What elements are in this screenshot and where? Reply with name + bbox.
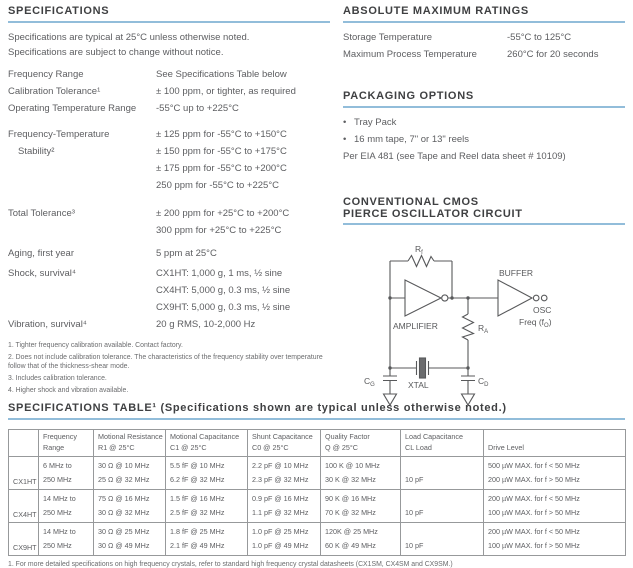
packaging-items — [343, 114, 625, 165]
c1-cell: 5.5 fF @ 10 MHz 6.2 fF @ 32 MHz — [166, 457, 248, 490]
spec-value: ± 200 ppm for +25°C to +200°C — [156, 208, 290, 219]
spec-label: Operating Temperature Range — [8, 103, 137, 114]
feedback-resistor — [408, 256, 434, 267]
amplifier-triangle — [405, 280, 441, 316]
ra-resistor — [463, 314, 474, 340]
crystal-body — [420, 358, 426, 378]
r1-cell: 30 Ω @ 25 MHz 30 Ω @ 49 MHz — [94, 523, 166, 556]
drive-cell: 500 µW MAX. for f < 50 MHz 200 µW MAX. for f > 50 MHz — [484, 457, 626, 490]
bullet-icon: • — [343, 134, 347, 145]
c0-cell: 1.0 pF @ 25 MHz 1.0 pF @ 49 MHz — [248, 523, 321, 556]
spec-label: Aging, first year — [8, 248, 74, 259]
spec-value: See Specifications Table below — [156, 69, 287, 80]
cl-cell: 10 pF — [401, 523, 484, 556]
spec-value: ± 175 ppm for -55°C to +200°C — [156, 163, 287, 174]
spec-row-vibration — [8, 316, 330, 333]
table-row-cx4ht — [9, 490, 626, 523]
circuit-nodes — [388, 296, 469, 369]
output-terminal-icon — [533, 295, 539, 301]
footnote-3: 3. Includes calibration tolerance. — [8, 374, 107, 382]
freq-cell: 14 MHz to 250 MHz — [39, 523, 94, 556]
model-cell: CX1HT — [9, 457, 39, 490]
packaging-note: Per EIA 481 (see Tape and Reel data sheet # 10109) — [343, 151, 566, 162]
specifications-table — [8, 429, 626, 556]
spec-row-aging — [8, 245, 330, 262]
q-cell: 120K @ 25 MHz 60 K @ 49 MHz — [321, 523, 401, 556]
spec-label-line-2: Stability² — [18, 146, 55, 157]
col-header-quality-factor: Quality Factor Q @ 25°C — [321, 430, 401, 457]
table-row-cx9ht — [9, 523, 626, 556]
col-header-frequency-range: Frequency Range — [39, 430, 94, 457]
c1-cell: 1.8 fF @ 25 MHz 2.1 fF @ 49 MHz — [166, 523, 248, 556]
rating-row-storage — [343, 29, 625, 46]
spec-label: Calibration Tolerance¹ — [8, 86, 101, 97]
amplifier-label: AMPLIFIER — [393, 321, 438, 331]
col-header-motional-resistance: Motional Resistance R1 @ 25°C — [94, 430, 166, 457]
ratings-heading: ABSOLUTE MAXIMUM RATINGS — [343, 5, 625, 23]
spec-label: Frequency Range — [8, 69, 84, 80]
spec-values — [156, 126, 330, 194]
c0-cell: 2.2 pF @ 10 MHz 2.3 pF @ 32 MHz — [248, 457, 321, 490]
spec-value: CX9HT: 5,000 g, 0.3 ms, ½ sine — [156, 302, 291, 313]
col-header-drive-level: Drive Level — [484, 430, 626, 457]
cl-cell: 10 pF — [401, 457, 484, 490]
spec-label — [8, 126, 156, 194]
rating-value: 260°C for 20 seconds — [507, 49, 599, 60]
spec-row-operating-temperature — [8, 100, 330, 117]
col-header-motional-capacitance: Motional Capacitance C1 @ 25°C — [166, 430, 248, 457]
input-wire — [390, 261, 405, 376]
table-header-row — [9, 430, 626, 457]
rating-row-process — [343, 46, 625, 63]
osc-label: OSC — [533, 305, 552, 315]
model-cell: CX9HT — [9, 523, 39, 556]
spec-value: CX1HT: 1,000 g, 1 ms, ½ sine — [156, 268, 283, 279]
col-header-load-capacitance: Load Capacitance CL Load — [401, 430, 484, 457]
q-cell: 100 K @ 10 MHz 30 K @ 32 MHz — [321, 457, 401, 490]
intro-line-1: Specifications are typical at 25°C unless otherwise noted. — [8, 32, 250, 43]
specifications-section — [8, 5, 330, 399]
spec-footnotes — [8, 342, 330, 395]
spec-row-frequency-range — [8, 66, 330, 83]
footnote-2: 2. Does not include calibration tolerance. The characteristics of the frequency stability over temperature follow that of the thickness-shear mode. — [8, 354, 323, 370]
cd-label: $C_D$ — [478, 376, 489, 388]
spec-label-line-1: Frequency-Temperature — [8, 129, 110, 140]
pierce-oscillator-diagram — [350, 236, 600, 414]
spec-label: Total Tolerance³ — [8, 208, 75, 219]
c1-cell: 1.5 fF @ 16 MHz 2.5 fF @ 32 MHz — [166, 490, 248, 523]
spec-table-heading: SPECIFICATIONS TABLE¹ (Specifications shown are typical unless otherwise noted.) — [8, 402, 625, 420]
footnote-1: 1. Tighter frequency calibration available. Contact factory. — [8, 342, 183, 349]
drive-cell: 200 µW MAX. for f < 50 MHz 100 µW MAX. for f > 50 MHz — [484, 523, 626, 556]
r1-cell: 75 Ω @ 16 MHz 30 Ω @ 32 MHz — [94, 490, 166, 523]
right-column — [343, 5, 625, 414]
specifications-heading: SPECIFICATIONS — [8, 5, 330, 23]
freq-cell: 14 MHz to 250 MHz — [39, 490, 94, 523]
ra-label: $R_A$ — [478, 323, 489, 335]
buffer-triangle — [498, 280, 532, 316]
circuit-heading-line-1: CONVENTIONAL CMOS — [343, 196, 479, 208]
spec-label: Shock, survival⁴ — [8, 268, 76, 279]
footnote-4: 4. Higher shock and vibration available. — [8, 386, 129, 394]
spec-value: -55°C up to +225°C — [156, 103, 239, 114]
packaging-item — [343, 114, 625, 131]
packaging-item-text: 16 mm tape, 7" or 13" reels — [354, 134, 469, 145]
model-cell: CX4HT — [9, 490, 39, 523]
cd-capacitor — [461, 376, 475, 394]
table-footnote: 1. For more detailed specifications on high frequency crystals, refer to standard high frequency crystal datasheets (CX1SM, CX4SM and CX9SM.) — [8, 561, 453, 568]
drive-cell: 200 µW MAX. for f < 50 MHz 100 µW MAX. for f > 50 MHz — [484, 490, 626, 523]
spec-label: Vibration, survival⁴ — [8, 319, 87, 330]
intro-line-2: Specifications are subject to change without notice. — [8, 47, 224, 58]
absolute-maximum-ratings-section — [343, 5, 625, 63]
specifications-table-section — [8, 402, 625, 568]
rating-label: Storage Temperature — [343, 32, 433, 43]
spec-row-shock — [8, 265, 330, 316]
cg-label: $C_G$ — [364, 376, 375, 388]
spec-value: ± 150 ppm for -55°C to +175°C — [156, 146, 287, 157]
spec-row-total-tolerance — [8, 205, 330, 239]
spec-intro — [8, 30, 330, 60]
cg-capacitor — [383, 376, 397, 394]
xtal-label: XTAL — [408, 380, 429, 390]
packaging-item — [343, 131, 625, 148]
freq-label: Freq $(f_O)$ — [519, 317, 552, 329]
packaging-item-text: Tray Pack — [354, 117, 397, 128]
table-row-cx1ht — [9, 457, 626, 490]
col-header-shunt-capacitance: Shunt Capacitance C0 @ 25°C — [248, 430, 321, 457]
spec-row-freq-temp-stability — [8, 126, 330, 194]
spec-value: 300 ppm for +25°C to +225°C — [156, 225, 282, 236]
rf-label: $R_f$ — [415, 244, 423, 256]
circuit-heading-line-2: PIERCE OSCILLATOR CIRCUIT — [343, 208, 523, 220]
packaging-heading: PACKAGING OPTIONS — [343, 90, 625, 108]
q-cell: 90 K @ 16 MHz 70 K @ 32 MHz — [321, 490, 401, 523]
spec-values — [156, 265, 330, 316]
rating-label: Maximum Process Temperature — [343, 49, 477, 60]
feedback-wire — [390, 261, 452, 298]
cl-cell: 10 pF — [401, 490, 484, 523]
oscillator-circuit-section — [343, 196, 625, 414]
ratings-rows — [343, 29, 625, 63]
buffer-label: BUFFER — [499, 268, 533, 278]
output-terminal-icon — [541, 295, 547, 301]
freq-cell: 6 MHz to 250 MHz — [39, 457, 94, 490]
col-header-model — [9, 430, 39, 457]
spec-value: 250 ppm for -55°C to +225°C — [156, 180, 279, 191]
rating-value: -55°C to 125°C — [507, 32, 572, 43]
packaging-options-section — [343, 90, 625, 165]
spec-values — [156, 205, 330, 239]
bullet-icon: • — [343, 117, 347, 128]
circuit-heading — [343, 196, 625, 225]
c0-cell: 0.9 pF @ 16 MHz 1.1 pF @ 32 MHz — [248, 490, 321, 523]
spec-value: 20 g RMS, 10-2,000 Hz — [156, 319, 256, 330]
spec-value: ± 125 ppm for -55°C to +150°C — [156, 129, 287, 140]
spec-row-calibration-tolerance — [8, 83, 330, 100]
r1-cell: 30 Ω @ 10 MHz 25 Ω @ 32 MHz — [94, 457, 166, 490]
spec-value: ± 100 ppm, or tighter, as required — [156, 86, 296, 97]
spec-value: 5 ppm at 25°C — [156, 248, 217, 259]
inverter-bubble — [442, 295, 448, 301]
spec-value: CX4HT: 5,000 g, 0.3 ms, ½ sine — [156, 285, 291, 296]
